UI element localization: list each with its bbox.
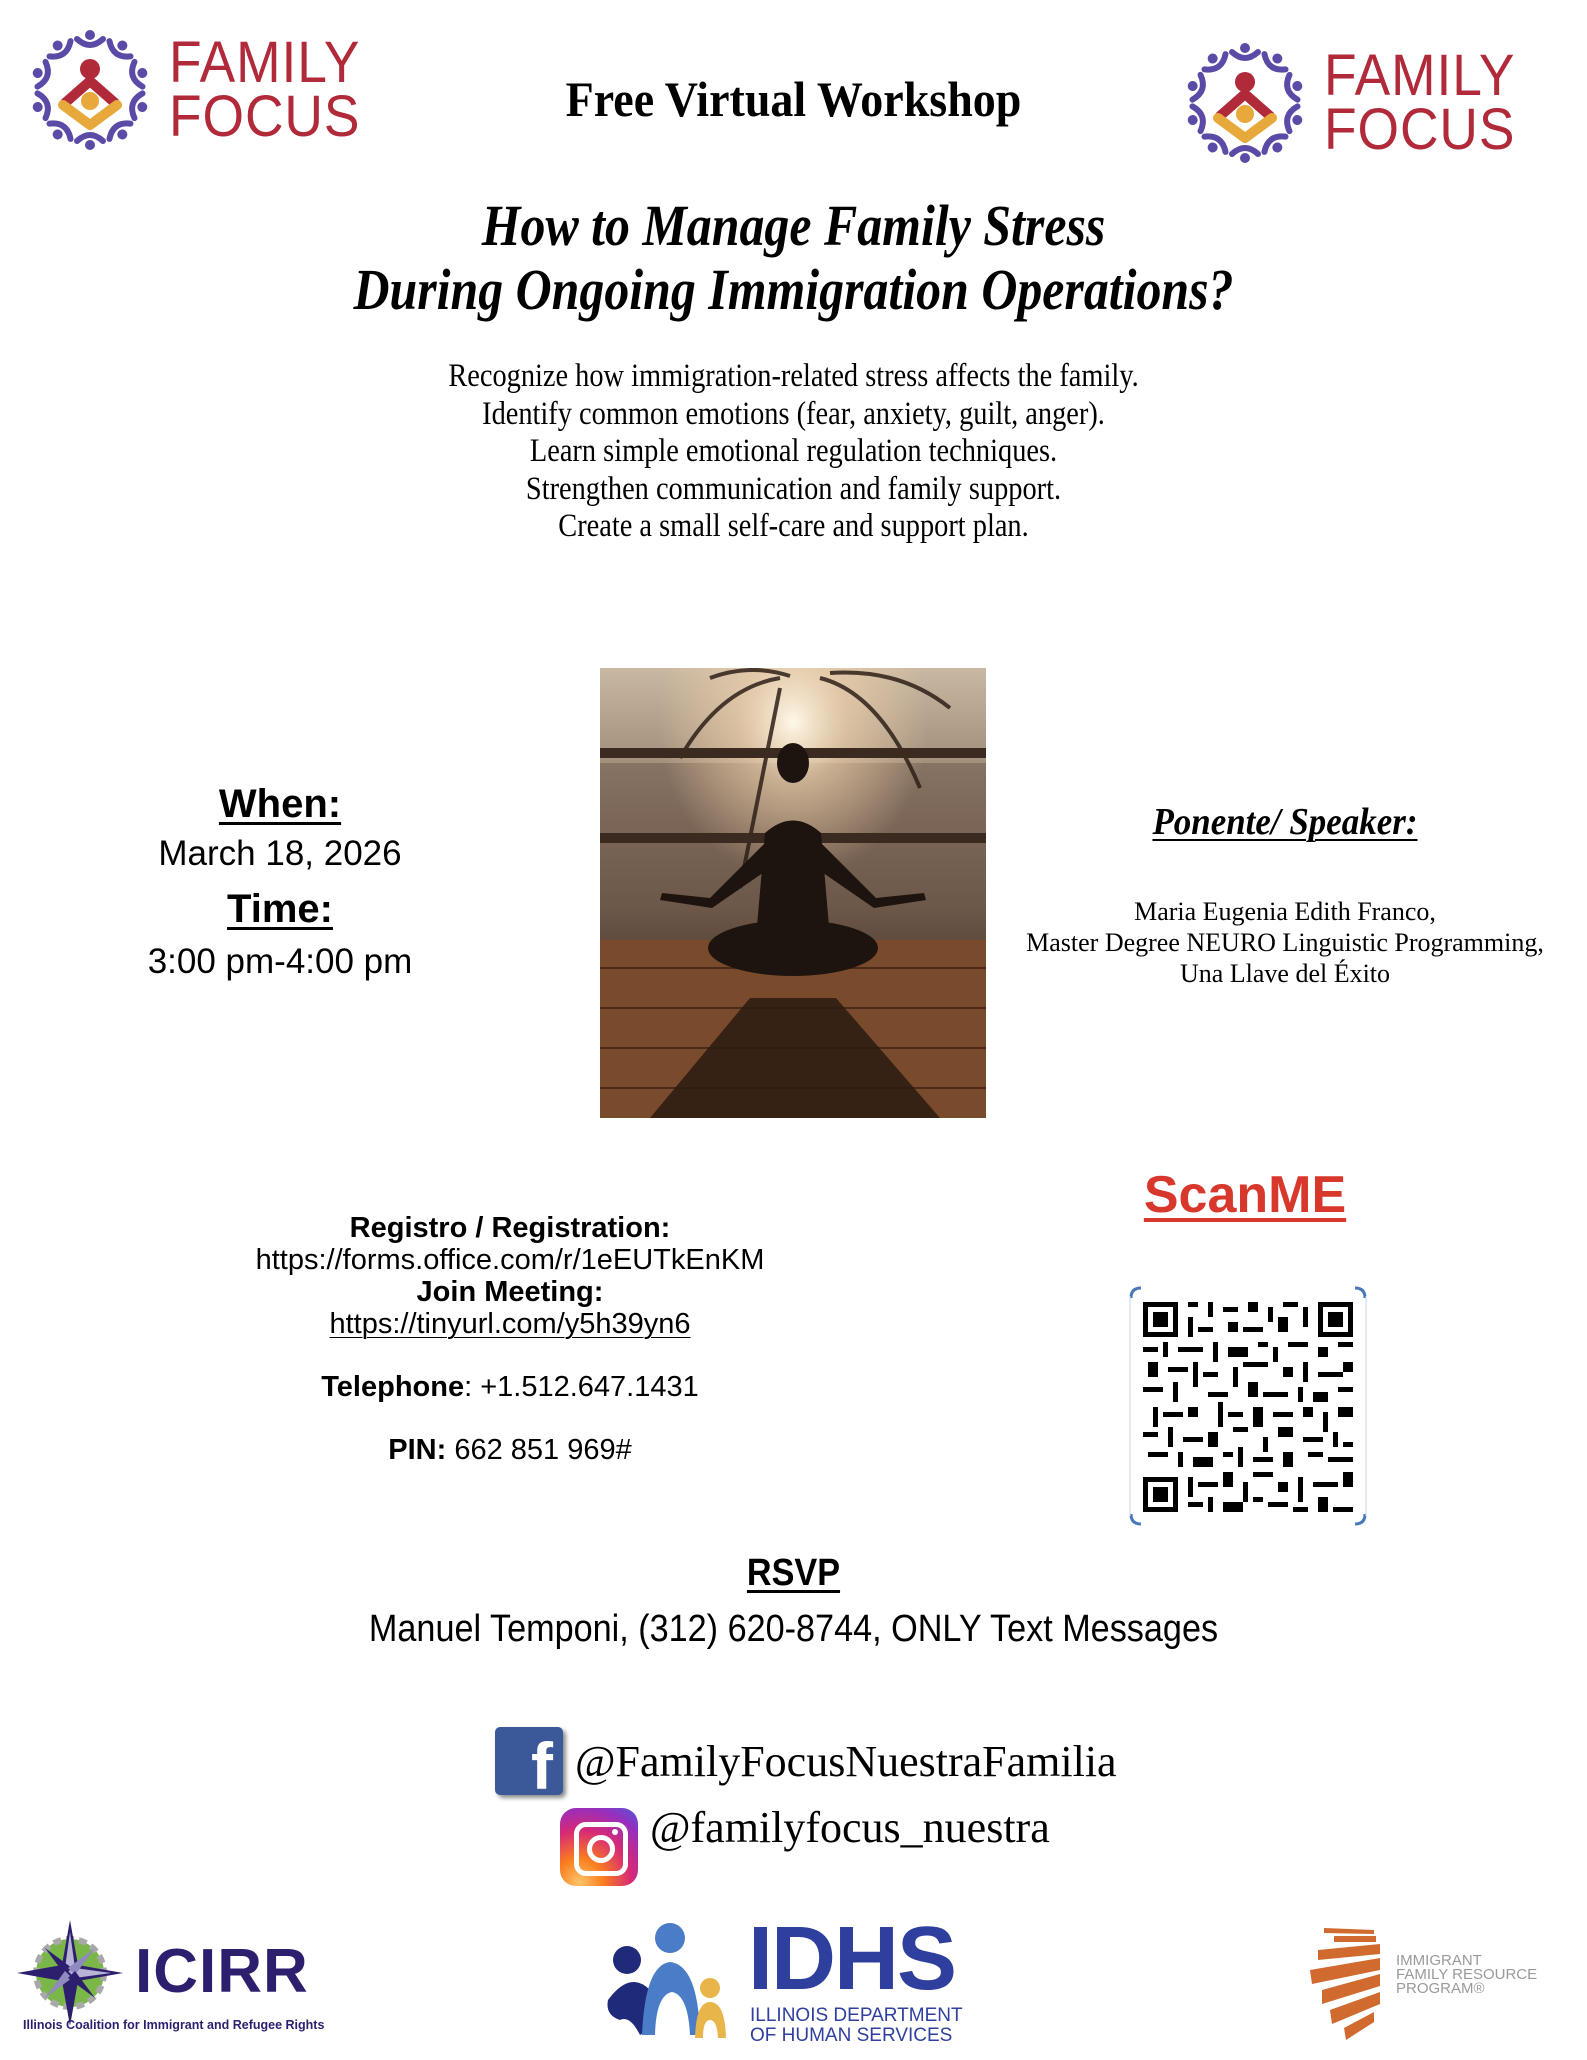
ifrp-line-2: FAMILY RESOURCE (1396, 1966, 1538, 1983)
time-label: Time: (227, 887, 333, 931)
scanme-label: ScanME (1143, 1166, 1347, 1224)
event-date: March 18, 2026 (158, 834, 402, 873)
speaker-name: Maria Eugenia Edith Franco, (1134, 897, 1436, 926)
when-label: When: (218, 782, 342, 826)
icirr-subtitle: Illinois Coalition for Immigrant and Refugee Rights (23, 2018, 325, 2032)
facebook-icon: f (495, 1727, 563, 1795)
telephone-number: : +1.512.647.1431 (464, 1371, 699, 1403)
logo-line-1: FAMILY (1324, 43, 1516, 108)
idhs-line-2: OF HUMAN SERVICES (750, 2025, 953, 2046)
icirr-logo (15, 1918, 355, 2043)
compass-star-icon (15, 1918, 125, 2028)
registration-link[interactable]: https://forms.office.com/r/1eEUTkEnKM (255, 1244, 765, 1276)
facebook-row[interactable] (495, 1727, 1117, 1803)
icirr-wordmark: ICIRR (135, 1937, 309, 2006)
speaker-organization: Una Llave del Éxito (1179, 959, 1391, 988)
logo-line-2: FOCUS (169, 84, 361, 149)
join-meeting-label: Join Meeting: (416, 1276, 604, 1308)
objective-item: Identify common emotions (fear, anxiety, guilt, anger). (482, 395, 1105, 432)
qr-code[interactable] (1127, 1286, 1369, 1526)
instagram-handle[interactable]: @familyfocus_nuestra (650, 1803, 1050, 1852)
logo-line-2: FOCUS (1324, 97, 1516, 162)
objective-item: Create a small self-care and support plan. (558, 508, 1029, 544)
illinois-stripes-icon (1310, 1928, 1390, 2040)
ifrp-line-3: PROGRAM® (1396, 1980, 1485, 1997)
idhs-line-1: ILLINOIS DEPARTMENT (750, 2005, 963, 2026)
event-time: 3:00 pm-4:00 pm (147, 942, 413, 981)
title-line-2: During Ongoing Immigration Operations? (353, 257, 1234, 322)
pin-row (200, 1434, 820, 1466)
idhs-family-icon (600, 1920, 730, 2040)
ifrp-wordmark (1396, 1954, 1537, 1996)
logo-line-1: FAMILY (169, 30, 361, 95)
telephone-row (200, 1371, 820, 1403)
join-meeting-link[interactable]: https://tinyurl.com/y5h39yn6 (329, 1308, 691, 1340)
pin-value: 662 851 969# (446, 1434, 632, 1466)
instagram-icon (560, 1808, 638, 1886)
pin-label: PIN: (388, 1434, 447, 1466)
instagram-row[interactable] (560, 1803, 1050, 1886)
ifrp-logo (1310, 1928, 1580, 2043)
headline: Free Virtual Workshop (565, 71, 1022, 127)
objective-item: Strengthen communication and family support. (525, 470, 1062, 507)
speaker-block (990, 800, 1580, 989)
registration-block (200, 1212, 820, 1466)
meditation-photo (600, 668, 986, 1118)
ifrp-line-1: IMMIGRANT (1396, 1952, 1482, 1969)
objectives-list (111, 358, 1476, 546)
idhs-logo (600, 1909, 1000, 2050)
objective-item: Learn simple emotional regulation techniques. (529, 433, 1058, 469)
rsvp-label: RSVP (746, 1552, 841, 1594)
telephone-label: Telephone (321, 1371, 465, 1403)
registration-label: Registro / Registration: (349, 1212, 671, 1244)
schedule-block (100, 780, 460, 986)
facebook-handle[interactable]: @FamilyFocusNuestraFamilia (575, 1736, 1117, 1786)
rsvp-contact: Manuel Temponi, (312) 620-8744, ONLY Text Messages (368, 1608, 1219, 1650)
objective-item: Recognize how immigration-related stress affects the family. (448, 358, 1139, 394)
title-line-1: How to Manage Family Stress (481, 193, 1106, 258)
speaker-credential: Master Degree NEURO Linguistic Programming, (1026, 928, 1544, 957)
idhs-wordmark: IDHS (748, 1909, 956, 2009)
speaker-label: Ponente/ Speaker: (1152, 801, 1418, 843)
meditation-image-icon (600, 668, 986, 1118)
